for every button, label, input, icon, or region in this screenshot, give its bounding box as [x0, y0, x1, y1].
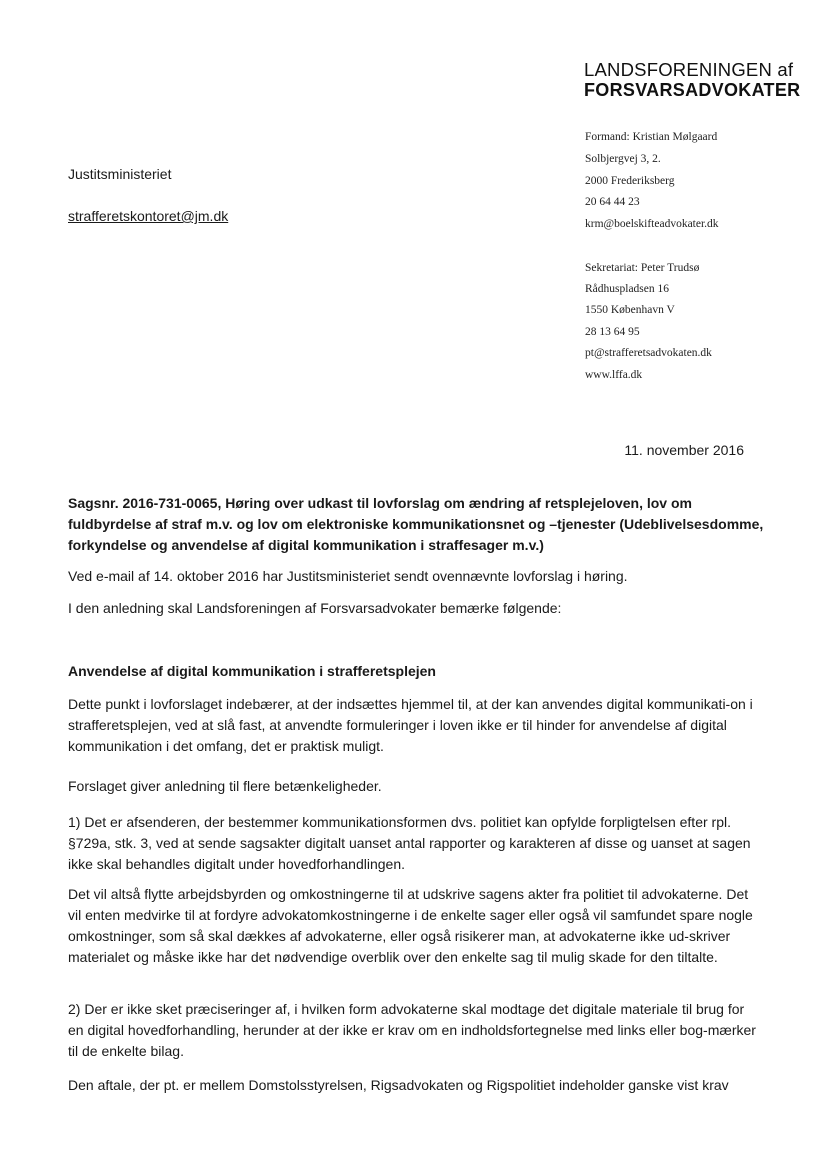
secretariat-email-link[interactable]: pt@strafferetsadvokaten.dk [585, 347, 712, 359]
section-heading: Anvendelse af digital kommunikation i strafferetsplejen [68, 663, 436, 679]
chairman-email-link[interactable]: krm@boelskifteadvokater.dk [585, 218, 719, 230]
body-paragraph-1: Dette punkt i lovforslaget indebærer, at der indsættes hjemmel til, at der kan anvendes digital kommunikati-on i strafferetsplejen, ved at slå fast, at anvendte formuleringer i loven ikke er til hinder for anvendelse af digital kommunikation i det omfang, det er praktisk muligt. [68, 696, 753, 754]
recipient-email-link[interactable]: strafferetskontoret@jm.dk [68, 208, 229, 224]
secretariat-street: Rådhuspladsen 16 [585, 283, 670, 295]
intro-paragraph-1: Ved e-mail af 14. oktober 2016 har Justitsministeriet sendt ovennævnte lovforslag i høring. [68, 568, 628, 584]
body-paragraph-5: 2) Der er ikke sket præciseringer af, i hvilken form advokaterne skal modtage det digitale materiale til brug for en digital hovedforhandling, herunder at der ikke er krav om en indholdsfortegnelse med links eller bog-mærker til de enkelte bilag. [68, 1001, 756, 1059]
body-paragraph-4: Det vil altså flytte arbejdsbyrden og omkostningerne til at udskrive sagens akter fra politiet til advokaterne. Det vil enten medvirke til at fordyre advokatomkostningerne i de enkelte sager eller også vil samfundet spare nogle omkostninger, som så skal dækkes af advokaterne, eller også risikerer man, at advokaterne ikke ud-skriver materialet og måske ikke har det nødvendige overblik over den enkelte sag til mulig skade for den tiltalte. [68, 886, 753, 965]
intro-paragraph-2: I den anledning skal Landsforeningen af Forsvarsadvokater bemærke følgende: [68, 600, 562, 616]
secretariat-title: Sekretariat: Peter Trudsø [585, 262, 700, 274]
logo-line-1: LANDSFORENINGEN af [584, 59, 794, 80]
chairman-phone: 20 64 44 23 [585, 196, 640, 208]
chairman-city: 2000 Frederiksberg [585, 175, 675, 187]
logo-line-2: FORSVARSADVOKATER [584, 80, 801, 100]
body-paragraph-6: Den aftale, der pt. er mellem Domstolsstyrelsen, Rigsadvokaten og Rigspolitiet indeholder ganske vist krav [68, 1077, 729, 1093]
body-paragraph-2: Forslaget giver anledning til flere betænkeligheder. [68, 778, 382, 794]
chairman-title: Formand: Kristian Mølgaard [585, 131, 718, 143]
letter-subject: Sagsnr. 2016-731-0065, Høring over udkast til lovforslag om ændring af retsplejeloven, lov om fuldbyrdelse af straf m.v. og lov om elektroniske kommunikationsnet og –tjenester (Udeblivelsesdomme, forkyndelse og anvendelse af digital kommunikation i straffesager m.v.) [68, 495, 764, 553]
organization-logo [584, 60, 800, 100]
letter-date: 11. november 2016 [624, 442, 744, 458]
secretariat-phone: 28 13 64 95 [585, 326, 640, 338]
recipient-name: Justitsministeriet [68, 166, 172, 182]
chairman-street: Solbjergvej 3, 2. [585, 153, 661, 165]
secretariat-city: 1550 København V [585, 304, 675, 316]
body-paragraph-3: 1) Det er afsenderen, der bestemmer kommunikationsformen dvs. politiet kan opfylde forpligtelsen efter rpl. §729a, stk. 3, ved at sende sagsakter digitalt uanset antal rapporter og karakteren af disse og uanset at sagen ikke skal behandles digitalt under hovedforhandlingen. [68, 814, 751, 872]
secretariat-website-link[interactable]: www.lffa.dk [585, 369, 643, 381]
